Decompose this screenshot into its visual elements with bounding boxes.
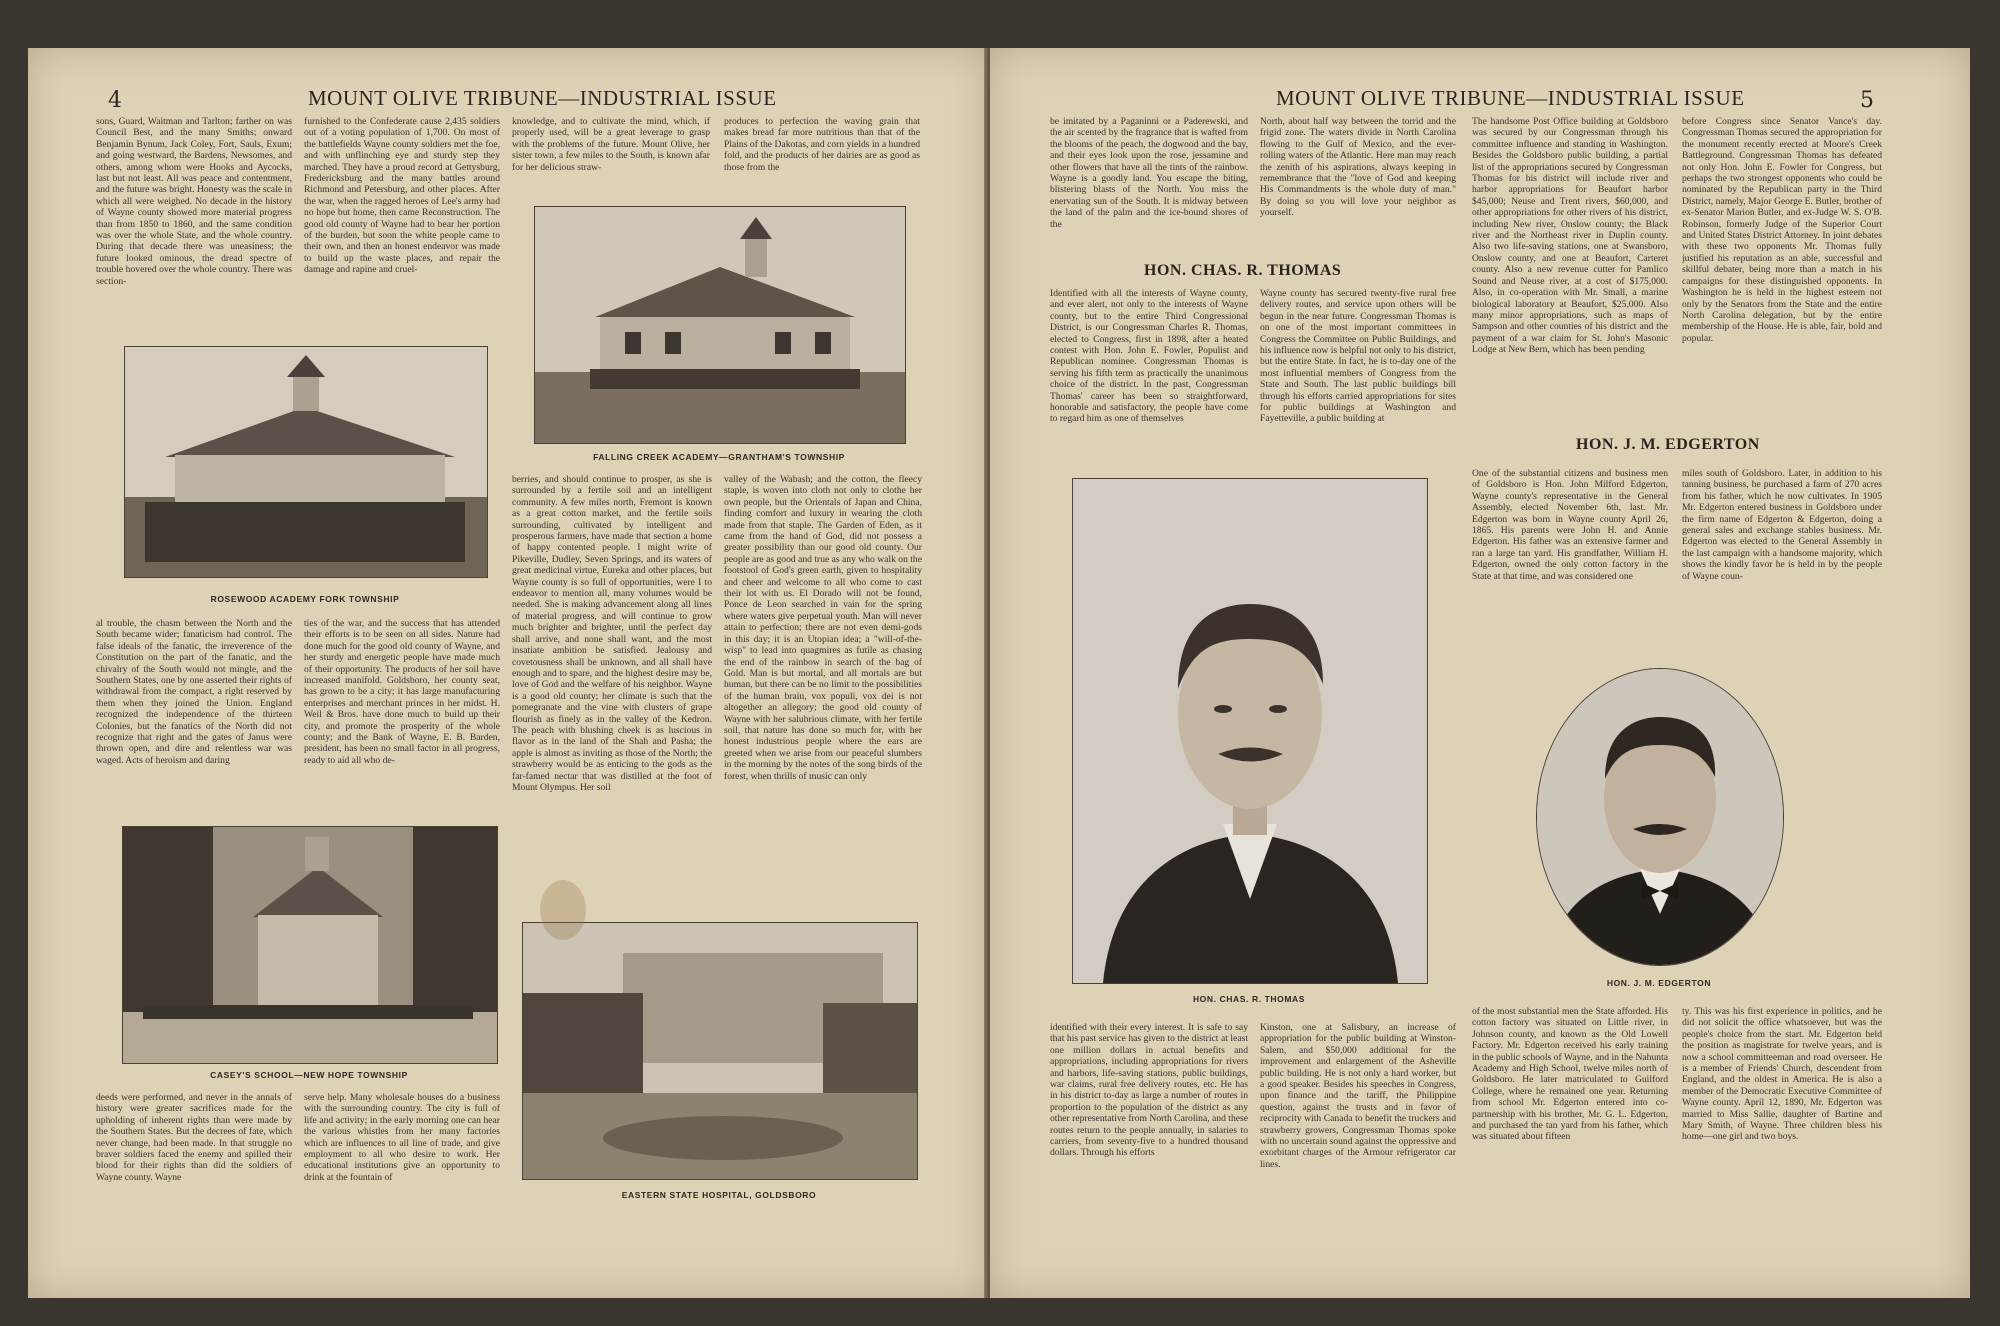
left-page-header: MOUNT OLIVE TRIBUNE—INDUSTRIAL ISSUE [308, 86, 777, 110]
left-col3-mid: berries, and should continue to prosper, as she is surrounded by a fertile soil and an intelligent community. A few miles north, Fremont is known as a great cotton market, and the fertile soils surrounding, cultivated by intelligent and prosperous farmers, have made that section a home of happy contented people. I might write of Pikeville, Dudley, Seven Springs, and its waters of great medicinal virtue, Eureka and other places, but Wayne county is so full of opportunities, were I to endeavor to mention all, many volumes would be needed. She is making advancement along all lines of material progress, and will continue to grow much brighter and brighter, until the perfect day shall arrive, and none shall want, and the most insatiate ambition be satisfied. Jealousy and covetousness shall be unknown, and all shall have enough and to spare, and the highest desire may be, love of God and the welfare of his neighbor. Wayne is a good old county; her climate is such that the pomegranate and the vine with clusters of grape flourish as finely as in the valley of the Kedron. The peach with blushing cheek is as luscious in flavor as in the land of the Shah and Pasha; the apple is almost as inviting as those of the North; the strawberry would be as enticing to the gods as the far-famed nectar that was distilled at the foot of Mount Olympus. Her soil [512, 474, 712, 793]
left-col3-top: knowledge, and to cultivate the mind, which, if properly used, will be a great leverage to grasp with the problems of the future. Mount Olive, her sister town, a few miles to the South, is known afar for her delicious straw- [512, 116, 710, 173]
left-col4-mid: valley of the Wabash; and the cotton, the fleecy staple, is woven into cloth not only to clothe her own people, but the Orientals of Japan and China, finding comfort and luxury in wearing the cloth made from that staple. The Garden of Eden, as it came from the hand of God, did not possess a greater possibility than our good old county. Our people are as good and true as any who walk on the footstool of God's green earth, given to hospitality and cheer and welcome to all who come to cast their lot with us. El Dorado will not be found, Ponce de Leon searched in vain for the spring where waters give perpetual youth. Man will never attain to perfection; there are not even demi-gods in this day; it is an Utopian idea; a "will-of-the-wisp" to lead into quagmires as futile as chasing the end of the rainbow in search of the bag of Gold. Man is but mortal, and all mortals are but human, but there can be no limit to the possibilities of the human brain, vox populi, vox dei is not altogether an allegory; the good old county of Wayne with her salubrious climate, with her fertile soil, that nature has done so much for, with her honest industrious people where the ears are greeted when we arise from our peaceful slumbers in the morning by the notes of the song birds of the forest, when thrills of music can only [724, 474, 922, 782]
left-page-number: 4 [108, 88, 122, 113]
thomas-photo-caption: HON. CHAS. R. THOMAS [1192, 994, 1306, 1004]
right-col4-bottom: ty. This was his first experience in politics, and he did not solicit the office whatsoever, but was the people's choice from the start. Mr. Edgerton held the position as magistrate for twelve years, and is now a school committeeman and road overseer. He is a member of Friends' Church, descendent from England, and the oldest in America. He is also a member of the Democratic Executive Committee of Wayne county. April 12, 1890, Mr. Edgerton was married to Miss Sallie, daughter of Bartine and Mary Smith, of Wayne. Three children bless his home—one girl and two boys. [1682, 1006, 1882, 1143]
edgerton-section-heading: HON. J. M. EDGERTON [1576, 436, 1760, 453]
right-page-header: MOUNT OLIVE TRIBUNE—INDUSTRIAL ISSUE [1276, 86, 1745, 110]
left-col1-mid: al trouble, the chasm between the North and the South became wider; fanaticism had control. The false ideals of the fanatic, the irreverence of the Constitution on the part of the fanatic, and the chivalry of the South would not mingle, and the Southern States, one by one asserted their rights of withdrawal from the compact, a right reserved by them when they joined the Union. England recognized the independence of the thirteen Colonies, but the fanatics of the North did not recognize that right and the gates of Janus were thrown open, and dire and relentless war was waged. Acts of heroism and daring [96, 618, 292, 766]
thomas-col2: Wayne county has secured twenty-five rural free delivery routes, and service upon others will be begun in the near future. Congressman Thomas is on one of the most important committees in Congress the Committee on Public Buildings, and his influence now is helpful not only to his district, but the entire State. In fact, he is to-day one of the most influential members of Congress from the State and South. The last public buildings bill through his efforts carried appropriations for sites for public buildings at Washington and Fayetteville, a public building at [1260, 288, 1456, 425]
right-col3-bottom: of the most substantial men the State afforded. His cotton factory was situated on Little river, in Johnson county, and known as the Old Lowell Factory. Mr. Edgerton received his early training in the public schools of Wayne, and in the Nahunta Academy and High School, twelve miles north of Goldsboro. He later matriculated to Guilford College, where he remained one year. Returning from school Mr. Edgerton entered into co-partnership with his brother, Mr. G. L. Edgerton, and purchased the tan yard from his father, which was situated about fifteen [1472, 1006, 1668, 1143]
right-col1-bottom: identified with their every interest. It is safe to say that his past service has given to the district at least one million dollars in actual benefits and appropriations, including appropriations for rivers and harbors, life-saving stations, public buildings, war claims, rural free delivery routes, etc. He has in his district to-day as large a number of routes in proportion to the population of the district as any other representative from North Carolina, and these routes return to the people annually, in salaries to carriers, from seventy-five to a hundred thousand dollars. Through his efforts [1050, 1022, 1248, 1159]
right-col1-top: be imitated by a Paganinni or a Paderewski, and the air scented by the fragrance that is wafted from the blooms of the peach, the dogwood and the bay, and their eyes look upon the rose, jessamine and other flowers that have all the tints of the rainbow. Wayne is a goodly land. You escape the biting, blistering blasts of the North. You miss the enervating sun of the South. It is midway between the land of the palm and the ice-bound shores of the [1050, 116, 1248, 230]
left-col4-top: produces to perfection the waving grain that makes bread far more nutritious than that of the Plains of the Dakotas, and corn yields in a hundred fold, and the products of her dairies are as good as those from the [724, 116, 920, 173]
thomas-col1: Identified with all the interests of Wayne county, and ever alert, not only to the interests of Wayne county, but to the entire Third Congressional District, is our Congressman Charles R. Thomas, elected to Congress, first in 1898, after a heated contest with Hon. John E. Fowler, Populist and Republican nominee. Congressman Thomas is serving his fifth term as practically the unanimous choice of the district. In the past, Congressman Thomas' career has been so straightforward, honorable and satisfactory, the people have come to regard him as one of themselves [1050, 288, 1248, 425]
eastern-state-hospital-photo [522, 922, 918, 1180]
right-col2-top: North, about half way between the torrid and the frigid zone. The waters divide in North Carolina flowing to the Gulf of Mexico, and the ever-rolling waters of the Atlantic. Here man may reach the zenith of his aspirations, always keeping in remembrance that the "love of God and keeping His Commandments is the whole duty of man." By doing so you will love your neighbor as yourself. [1260, 116, 1456, 219]
edgerton-photo-caption: HON. J. M. EDGERTON [1606, 978, 1712, 988]
edgerton-col1: One of the substantial citizens and business men of Goldsboro is Hon. John Milford Edgerton, Wayne county's representative in the General Assembly, elected November 6th, last. Mr. Edgerton was born in Wayne county April 26, 1865. His parents were John H. and Annie Edgerton. His father was an extensive farmer and ran a large tan yard. His grandfather, William H. Edgerton, owned the only cotton factory in the State at that time, and was considered one [1472, 468, 1668, 582]
left-col2-bottom: serve help. Many wholesale houses do a business with the surrounding country. The city is full of life and activity; in the early morning one can hear the various whistles from her many factories which are influences to all line of trade, and give employment to all who desire to work. Her educational institutions give an opportunity to drink at the fountain of [304, 1092, 500, 1183]
thomas-portrait-photo [1072, 478, 1428, 984]
caseys-caption: CASEY'S SCHOOL—NEW HOPE TOWNSHIP [210, 1070, 408, 1080]
thomas-section-heading: HON. CHAS. R. THOMAS [1144, 262, 1342, 279]
right-col4-top: before Congress since Senator Vance's day. Congressman Thomas secured the appropriation for the monument recently erected at Moore's Creek Battleground. Congressman Thomas has defeated not only Hon. John E. Fowler for Congress, but perhaps the two strongest opponents who could be nominated by the Republican party in the Third District, namely, Major George E. Butler, brother of ex-Senator Marion Butler, and ex-Judge W. S. O'B. Robinson, formerly Judge of the Superior Court and United States District Attorney. In joint debates with these two opponents Mr. Thomas fully justified his reputation as an able, successful and skillful debater, being more than a match in his campaigns for these distinguished opponents. In Washington he is held in the highest esteem not only by the Senators from the State and the entire North Carolina delegation, but by the entire membership of the House. He is able, fair, bold and popular. [1682, 116, 1882, 344]
left-col1-bottom: deeds were performed, and never in the annals of history were greater sacrifices made for the upholding of inherent rights than were made by the Southern States. But the decrees of fate, which never change, had been made. In that struggle no braver soldiers faced the enemy and spilled their blood for their rights than did the soldiers of Wayne county. Wayne [96, 1092, 292, 1183]
right-col2-bottom: Kinston, one at Salisbury, an increase of appropriation for the public building at Winston-Salem, and $50,000 additional for the improvement and enlargement of the Asheville public building. He is not only a hard worker, but a good speaker. Besides his speeches in Congress, upon finance and the tariff, the Philippine question, against the trusts and in favor of reciprocity with Canada to benefit the truckers and strawberry growers, Congressman Thomas spoke with no uncertain sound against the oppressive and exorbitant charges of the Armour refrigerator car lines. [1260, 1022, 1456, 1170]
water-stain [540, 880, 586, 940]
left-col2-top: furnished to the Confederate cause 2,435 soldiers out of a voting population of 1,700. On most of the battlefields Wayne county soldiers met the foe, and with unflinching eye and sturdy step they marched. They have a proud record at Gettysburg, Fredericksburg and the many battles around Richmond and Petersburg, and other places. After the war, when the ragged heroes of Lee's army had no hope but home, then came Reconstruction. The good old county of Wayne had to bear her portion of the burden, but soon the white people came to their own, and then an honest endeavor was made to build up the waste places, and repair the damage and rapine and cruel- [304, 116, 500, 276]
right-page-number: 5 [1860, 88, 1874, 113]
falling-creek-caption: FALLING CREEK ACADEMY—GRANTHAM'S TOWNSHIP [593, 452, 845, 462]
right-col3-top: The handsome Post Office building at Goldsboro was secured by our Congressman through his committee influence and standing in Washington. Besides the Goldsboro public building, a partial list of the appropriations secured by Congressman Thomas for his district will include river and harbor appropriations for Beaufort harbor $45,000; Neuse and Trent rivers, $60,000, and other appropriations for other rivers of his district, including New river, Onslow county; the Black river and the Northeast river in Duplin county. Also two life-saving stations, one at Swansboro, Onslow county, and one at Beaufort, Carteret county. Also a new revenue cutter for Pamlico Sound and Neuse river, at a cost of $175,000. Also, in co-operation with Mr. Small, a marine biological laboratory at Beaufort, $25,000. Also many minor appropriations, such as maps of Sampson and other counties of his district and the payment of a war claim for St. John's Masonic Lodge at New Bern, which has been pending [1472, 116, 1668, 356]
hospital-caption: EASTERN STATE HOSPITAL, GOLDSBORO [621, 1190, 817, 1200]
falling-creek-academy-photo [534, 206, 906, 444]
edgerton-portrait-photo [1536, 668, 1784, 966]
edgerton-col2: miles south of Goldsboro. Later, in addition to his tanning business, he purchased a farm of 270 acres from his father, which he now cultivates. In 1905 Mr. Edgerton entered business in Goldsboro under the firm name of Edgerton & Edgerton, doing a general sales and exchange stables business. Mr. Edgerton was elected to the General Assembly in the last campaign with a handsome majority, which shows the kindly favor he is held in by the people of Wayne coun- [1682, 468, 1882, 582]
rosewood-caption: ROSEWOOD ACADEMY FORK TOWNSHIP [210, 594, 400, 604]
rosewood-academy-photo [124, 346, 488, 578]
caseys-school-photo [122, 826, 498, 1064]
left-col2-mid: ties of the war, and the success that has attended their efforts is to be seen on all sides. Nature had done much for the good old county of Wayne, and her sturdy and energetic people have made much of their opportunity. The products of her soil have increased manifold. Goldsboro, her county seat, has grown to be a city; it has large manufacturing enterprises and merchant princes in her midst. H. Weil & Bros. have done much to build up their city, and promote the prosperity of the whole county; and the Bank of Wayne, E. B. Barden, president, has been no small factor in all progress, ready to aid all who de- [304, 618, 500, 766]
left-col1-top: sons, Guard, Waitman and Tarlton; farther on was Council Best, and the many Smiths; onward Benjamin Bynum, Jack Coley, Fort, Sauls, Exum; and going westward, the Bardens, Newsomes, and others, among whom were Hooks and Aycocks, last but not least. All was peace and contentment, and the future was bright. Honesty was the scale in which all were weighed. No decade in the history of Wayne county showed more material progress than from 1850 to 1860, and the same condition was over the whole State, and the whole country. During that decade there was uneasiness; the future looked ominous, the dread spectre of trouble hovered over the whole country. There was section- [96, 116, 292, 287]
